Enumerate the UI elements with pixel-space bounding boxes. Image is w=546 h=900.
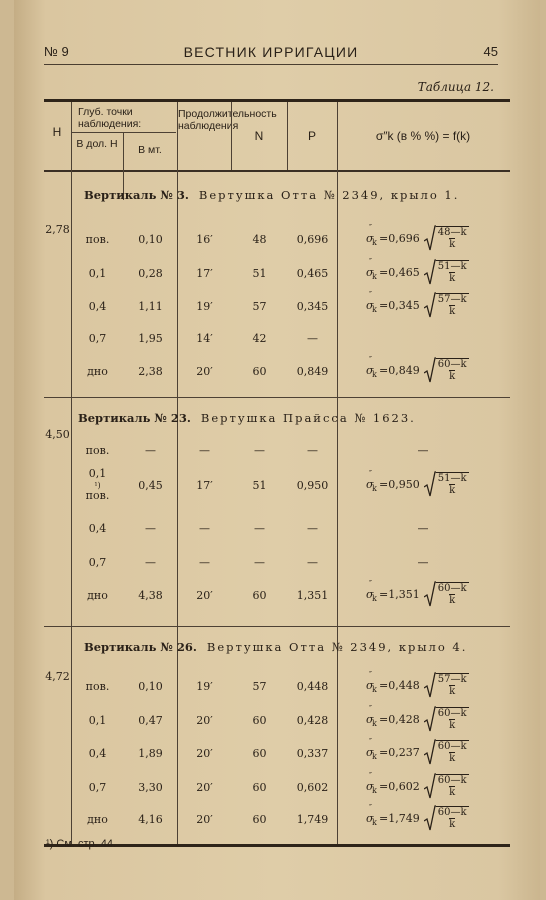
sigma-symbol: ″ σ k (366, 468, 377, 493)
fraction (436, 358, 469, 383)
row-formula (366, 354, 469, 383)
sqrt-radical (424, 471, 469, 497)
row-depth-fraction: 0,4 (88, 300, 107, 313)
row-formula (366, 222, 469, 251)
fraction-numerator: 57—k (437, 294, 467, 305)
section-divider (44, 626, 510, 627)
row-depth-fraction: пов. (85, 680, 110, 693)
sqrt-radical (424, 672, 469, 698)
row-depth-meters: 0,45 (138, 479, 163, 492)
row-duration: — (199, 444, 210, 457)
row-duration: 20′ (196, 747, 213, 760)
row-duration: 20′ (196, 781, 213, 794)
fraction-denominator: k (449, 273, 456, 284)
fraction (436, 293, 469, 318)
row-formula-dash: — (417, 444, 429, 457)
fraction-denominator: k (449, 819, 456, 830)
row-duration: 17′ (196, 267, 213, 280)
formula-equals: = (379, 477, 389, 491)
row-duration: 19′ (196, 680, 213, 693)
sigma-symbol: ″ σ k (366, 578, 377, 603)
device-label: Вертушка Отта № 2349, крыло 4. (206, 640, 468, 654)
fraction-numerator: 51—k (437, 473, 467, 484)
depth-h-value: 2,78 (45, 223, 70, 236)
row-depth-meters: 4,38 (138, 589, 163, 602)
row-depth-fraction: 0,7 (88, 781, 107, 794)
row-p: — (307, 332, 318, 345)
row-n: 60 (252, 589, 267, 602)
depth-h-value: 4,72 (45, 670, 70, 683)
fraction-numerator: 60—k (437, 775, 467, 786)
row-depth-fraction: дно (87, 589, 108, 602)
vertical-title (84, 188, 459, 202)
col-header-depth-m: В мт. (138, 144, 162, 156)
formula-coefficient: 0,950 (388, 477, 420, 491)
row-depth-fraction: дно (87, 365, 108, 378)
sqrt-radical (424, 357, 469, 383)
fraction-denominator: k (449, 686, 456, 697)
row-duration: 20′ (196, 714, 213, 727)
row-duration: 17′ (196, 479, 213, 492)
row-n: 60 (252, 747, 267, 760)
fraction-denominator: k (449, 595, 456, 606)
sigma-symbol: ″ σ k (366, 289, 377, 314)
row-n: 51 (252, 267, 267, 280)
row-depth-meters: 0,47 (138, 714, 163, 727)
sqrt-radical (424, 773, 469, 799)
row-p: 0,849 (296, 365, 329, 378)
row-p: — (307, 444, 318, 457)
col-header-depth: Глуб. точки наблюдения: (78, 106, 142, 130)
row-depth-meters: 2,38 (138, 365, 163, 378)
row-n: 60 (252, 365, 267, 378)
col-header-formula: σ″k (в % %) = f(k) (375, 129, 471, 143)
col-divider-6 (337, 102, 338, 844)
footnote: ¹) См. стр. 44. (46, 838, 117, 850)
row-depth-fraction: 0,7 (88, 556, 107, 569)
row-p: 0,337 (296, 747, 329, 760)
formula-equals: = (379, 231, 389, 245)
formula-coefficient: 0,237 (388, 745, 420, 759)
row-p: 0,345 (296, 300, 329, 313)
row-duration: 20′ (196, 365, 213, 378)
formula-equals: = (379, 745, 389, 759)
col-header-p: P (307, 129, 316, 143)
depth-subheader-rule (72, 132, 176, 133)
row-n: 48 (252, 233, 267, 246)
fraction-denominator: k (449, 239, 456, 250)
formula-coefficient: 0,345 (388, 298, 420, 312)
row-depth-fraction: дно (87, 813, 108, 826)
row-depth-meters: 4,16 (138, 813, 163, 826)
row-depth-meters: — (145, 556, 156, 569)
row-n: 60 (252, 781, 267, 794)
sigma-symbol: ″ σ k (366, 669, 377, 694)
row-depth-meters: 0,10 (138, 680, 163, 693)
row-n: 60 (252, 714, 267, 727)
formula-coefficient: 1,749 (388, 811, 420, 825)
row-p: 1,749 (296, 813, 329, 826)
fraction-denominator: k (449, 371, 456, 382)
row-p: 0,448 (296, 680, 329, 693)
fraction (436, 806, 469, 831)
fraction-numerator: 57—k (437, 674, 467, 685)
row-depth-meters: 3,30 (138, 781, 163, 794)
section-divider (44, 397, 510, 398)
row-formula (366, 703, 469, 732)
row-depth-meters: — (145, 522, 156, 535)
row-depth-meters: 1,89 (138, 747, 163, 760)
row-formula (366, 736, 469, 765)
row-n: — (254, 556, 265, 569)
sqrt-radical (424, 292, 469, 318)
row-p: 0,428 (296, 714, 329, 727)
row-formula (366, 256, 469, 285)
header-bottom-rule (44, 170, 510, 172)
fraction (436, 226, 469, 251)
fraction-numerator: 60—k (437, 359, 467, 370)
row-depth-meters: 1,95 (138, 332, 163, 345)
row-depth-fraction: пов. (85, 444, 110, 457)
row-p: — (307, 556, 318, 569)
formula-equals: = (379, 811, 389, 825)
row-p: 0,696 (296, 233, 329, 246)
row-formula (366, 289, 469, 318)
sigma-symbol: ″ σ k (366, 802, 377, 827)
row-depth-fraction: пов. (85, 233, 110, 246)
formula-equals: = (379, 298, 389, 312)
col-divider-3 (177, 102, 178, 844)
row-n: — (254, 522, 265, 535)
journal-title: ВЕСТНИК ИРРИГАЦИИ (183, 44, 359, 60)
running-header (44, 44, 498, 64)
fraction-denominator: k (449, 485, 456, 496)
row-n: 60 (252, 813, 267, 826)
row-p: 0,950 (296, 479, 329, 492)
row-depth-meters: 0,28 (138, 267, 163, 280)
sigma-symbol: ″ σ k (366, 703, 377, 728)
row-p: — (307, 522, 318, 535)
row-depth-fraction: 0,1 (88, 267, 107, 280)
sigma-symbol: ″ σ k (366, 770, 377, 795)
sqrt-radical (424, 259, 469, 285)
formula-coefficient: 0,696 (388, 231, 420, 245)
row-formula (366, 770, 469, 799)
row-p: 1,351 (296, 589, 329, 602)
row-duration: 14′ (196, 332, 213, 345)
formula-equals: = (379, 265, 389, 279)
header-rule (44, 64, 498, 65)
row-duration: 20′ (196, 813, 213, 826)
fraction-denominator: k (449, 753, 456, 764)
col-header-depth-h: В дол. H (76, 138, 118, 150)
formula-equals: = (379, 678, 389, 692)
vertical-title (84, 640, 467, 654)
fraction-denominator: k (449, 720, 456, 731)
row-duration: — (199, 522, 210, 535)
col-header-duration: Продолжительность наблюдения (178, 108, 277, 132)
vertical-label: Вертикаль № 26. (84, 640, 197, 654)
formula-coefficient: 0,465 (388, 265, 420, 279)
vertical-title (78, 411, 416, 425)
fraction (436, 673, 469, 698)
row-depth-fraction: 0,4 (88, 747, 107, 760)
row-depth-fraction: 0,7 (88, 332, 107, 345)
sigma-symbol: ″ σ k (366, 354, 377, 379)
row-depth-note: ¹) (94, 481, 101, 490)
data-table (44, 99, 510, 847)
sqrt-radical (424, 581, 469, 607)
row-n: 57 (252, 300, 267, 313)
fraction (436, 472, 469, 497)
fraction (436, 707, 469, 732)
sigma-symbol: ″ σ k (366, 222, 377, 247)
sqrt-radical (424, 225, 469, 251)
row-formula (366, 468, 469, 497)
formula-coefficient: 0,849 (388, 363, 420, 377)
journal-page (14, 0, 540, 900)
row-formula-dash: — (417, 522, 429, 535)
row-depth-meters: — (145, 444, 156, 457)
row-p: 0,465 (296, 267, 329, 280)
row-formula (366, 802, 469, 831)
col-divider-5 (287, 102, 288, 170)
fraction-numerator: 51—k (437, 261, 467, 272)
fraction-denominator: k (449, 306, 456, 317)
row-depth-fraction: пов. (85, 489, 110, 502)
formula-coefficient: 0,428 (388, 712, 420, 726)
sigma-symbol: ″ σ k (366, 736, 377, 761)
fraction (436, 740, 469, 765)
row-n: 57 (252, 680, 267, 693)
row-depth-fraction: 0,4 (88, 522, 107, 535)
row-n: 42 (252, 332, 267, 345)
row-duration: 19′ (196, 300, 213, 313)
row-duration: 20′ (196, 589, 213, 602)
row-duration: 16′ (196, 233, 213, 246)
formula-equals: = (379, 363, 389, 377)
formula-coefficient: 0,602 (388, 779, 420, 793)
fraction-numerator: 60—k (437, 583, 467, 594)
depth-h-value: 4,50 (45, 428, 70, 441)
formula-equals: = (379, 712, 389, 726)
sqrt-radical (424, 706, 469, 732)
fraction-numerator: 60—k (437, 708, 467, 719)
row-p: 0,602 (296, 781, 329, 794)
row-duration: — (199, 556, 210, 569)
fraction-denominator: k (449, 787, 456, 798)
fraction (436, 260, 469, 285)
formula-equals: = (379, 587, 389, 601)
device-label: Вертушка Отта № 2349, крыло 1. (198, 188, 460, 202)
device-label: Вертушка Прайсса № 1623. (200, 411, 416, 425)
row-formula (366, 669, 469, 698)
sqrt-radical (424, 805, 469, 831)
row-formula-dash: — (417, 556, 429, 569)
sqrt-radical (424, 739, 469, 765)
row-depth-meters: 1,11 (138, 300, 163, 313)
formula-coefficient: 0,448 (388, 678, 420, 692)
col-divider-4 (231, 102, 232, 170)
row-depth-fraction: 0,1 (88, 714, 107, 727)
col-header-h: H (52, 125, 62, 139)
sigma-symbol: ″ σ k (366, 256, 377, 281)
vertical-label: Вертикаль № 23. (78, 411, 191, 425)
row-depth-meters: 0,10 (138, 233, 163, 246)
issue-number: № 9 (44, 44, 69, 59)
fraction (436, 774, 469, 799)
fraction (436, 582, 469, 607)
fraction-numerator: 60—k (437, 741, 467, 752)
row-n: 51 (252, 479, 267, 492)
row-formula (366, 578, 469, 607)
row-n: — (254, 444, 265, 457)
table-caption: Таблица 12. (417, 80, 494, 94)
page-number: 45 (483, 44, 498, 59)
vertical-label: Вертикаль № 3. (84, 188, 189, 202)
row-depth-fraction: 0,1 (88, 467, 107, 480)
formula-equals: = (379, 779, 389, 793)
formula-coefficient: 1,351 (388, 587, 420, 601)
fraction-numerator: 48—k (437, 227, 467, 238)
col-header-n: N (254, 129, 264, 143)
fraction-numerator: 60—k (437, 807, 467, 818)
